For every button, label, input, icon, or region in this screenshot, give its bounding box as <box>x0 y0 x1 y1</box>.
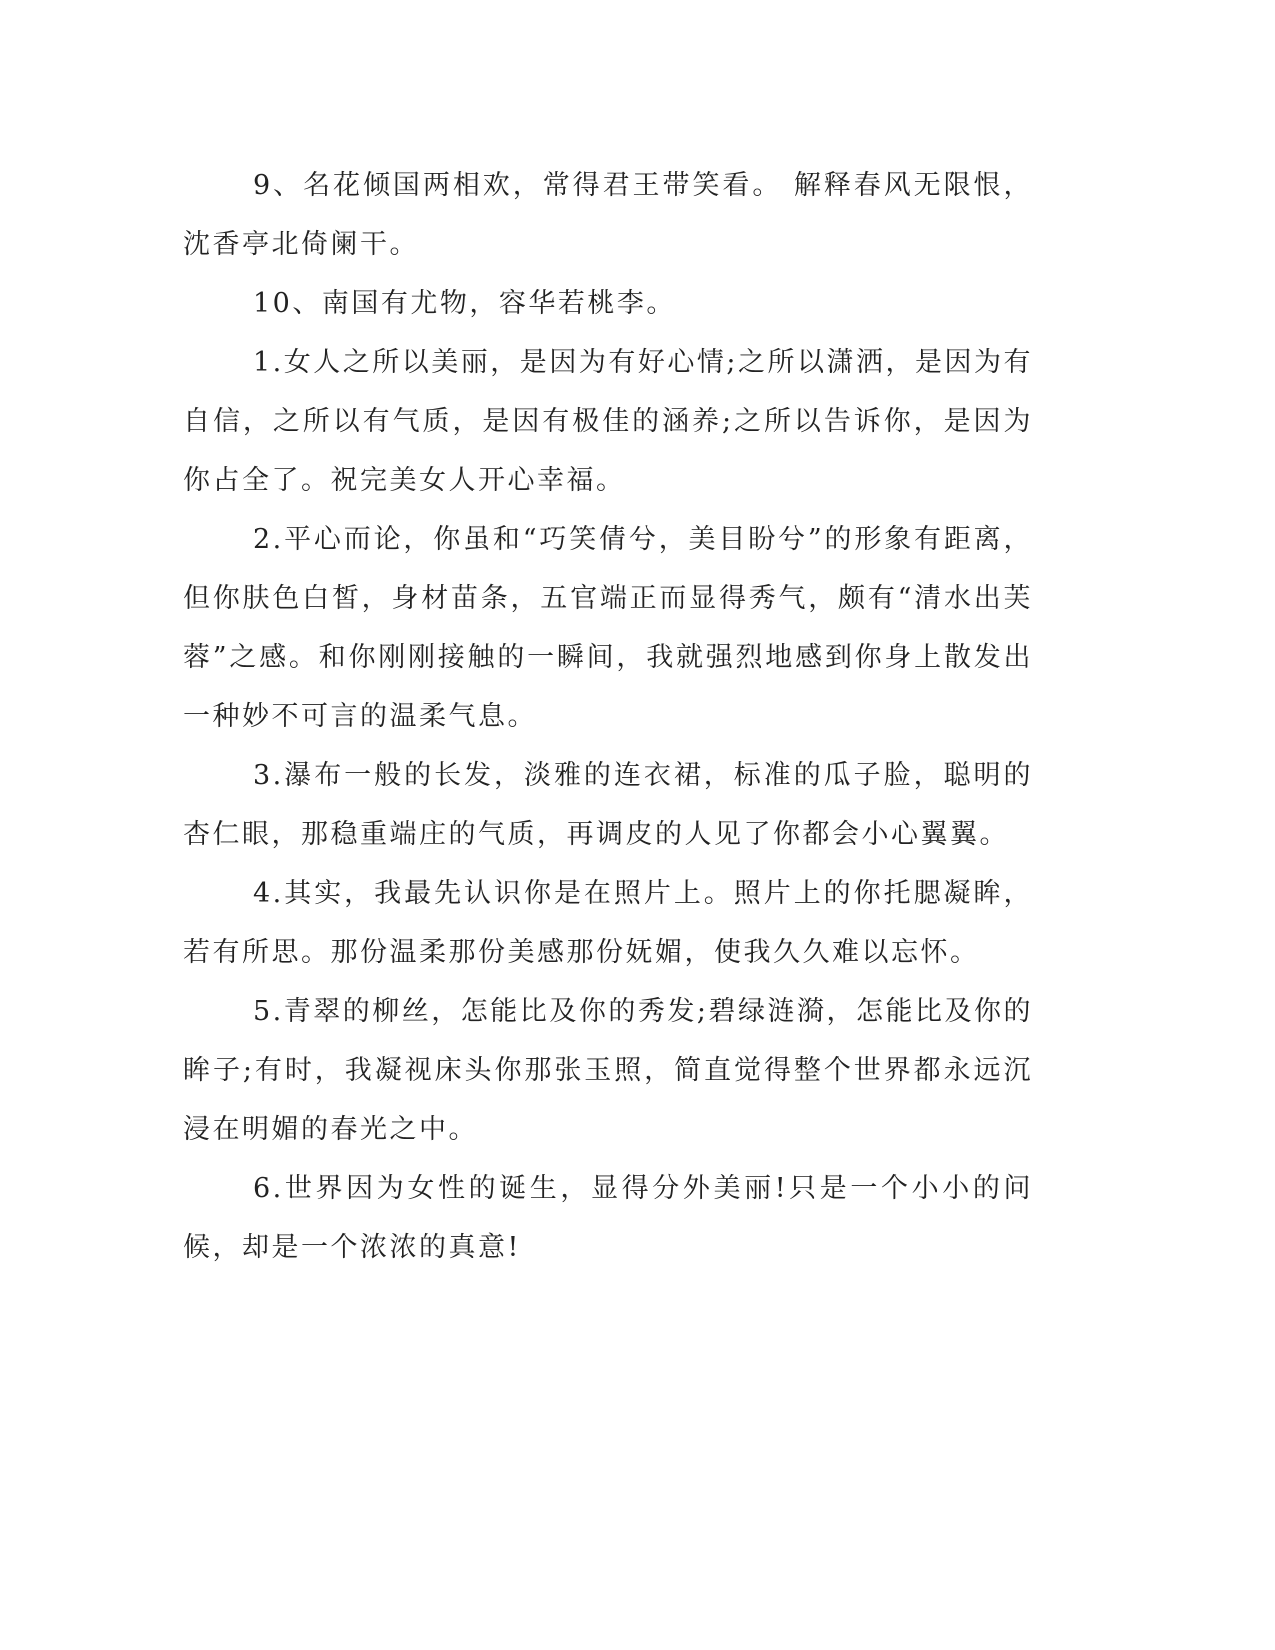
document-body <box>183 156 1033 1277</box>
paragraph-poem-9: 9、名花倾国两相欢，常得君王带笑看。 解释春风无限恨，沈香亭北倚阑干。 <box>183 170 1033 260</box>
paragraph-2: 2.平心而论，你虽和“巧笑倩兮，美目盼兮”的形象有距离，但你肤色白皙，身材苗条，五官端正而显得秀气，颇有“清水出芙蓉”之感。和你刚刚接触的一瞬间，我就强烈地感到你身上散发出一种妙不可言的温柔气息。 <box>183 524 1033 732</box>
paragraph-1: 1.女人之所以美丽，是因为有好心情;之所以潇洒，是因为有自信，之所以有气质，是因有极佳的涵养;之所以告诉你，是因为你占全了。祝完美女人开心幸福。 <box>183 347 1033 496</box>
paragraph-5: 5.青翠的柳丝，怎能比及你的秀发;碧绿涟漪，怎能比及你的眸子;有时，我凝视床头你那张玉照，简直觉得整个世界都永远沉浸在明媚的春光之中。 <box>183 996 1033 1145</box>
paragraph-4: 4.其实，我最先认识你是在照片上。照片上的你托腮凝眸，若有所思。那份温柔那份美感那份妩媚，使我久久难以忘怀。 <box>183 878 1033 968</box>
paragraph-6: 6.世界因为女性的诞生，显得分外美丽!只是一个小小的问候，却是一个浓浓的真意! <box>183 1173 1033 1263</box>
paragraph-poem-10: 10、南国有尤物，容华若桃李。 <box>253 288 676 319</box>
paragraph-3: 3.瀑布一般的长发，淡雅的连衣裙，标准的瓜子脸，聪明的杏仁眼，那稳重端庄的气质，再调皮的人见了你都会小心翼翼。 <box>183 760 1033 850</box>
